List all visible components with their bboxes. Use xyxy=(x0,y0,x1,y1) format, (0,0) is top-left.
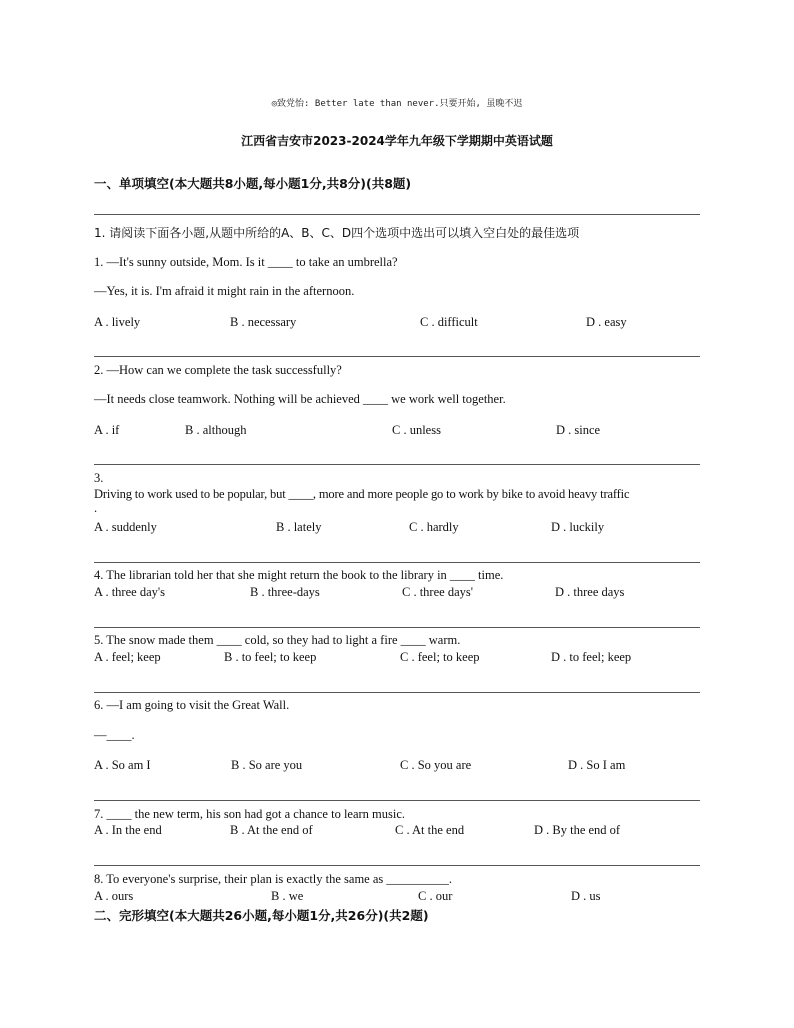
question-1-option-a[interactable]: A . lively xyxy=(94,315,141,329)
question-6-option-a[interactable]: A . So am I xyxy=(94,758,151,772)
question-6-option-d[interactable]: D . So I am xyxy=(568,758,626,772)
question-5-stem: 5. The snow made them ____ cold, so they had to light a fire ____ warm. xyxy=(94,633,461,647)
question-3-number: 3. xyxy=(94,471,104,485)
question-2-stem: 2. —How can we complete the task successfully? xyxy=(94,363,342,377)
question-3-stem-end: . xyxy=(94,501,98,515)
question-5-option-b[interactable]: B . to feel; to keep xyxy=(224,650,317,664)
header-motto: ◎致党怡: Better late than never.只要开始, 虽晚不迟 xyxy=(271,99,523,109)
question-8-option-d[interactable]: D . us xyxy=(571,889,601,903)
divider xyxy=(94,692,700,693)
question-6-option-c[interactable]: C . So you are xyxy=(400,758,472,772)
question-4-option-a[interactable]: A . three day's xyxy=(94,585,165,599)
question-3-option-d[interactable]: D . luckily xyxy=(551,520,605,534)
question-2-option-a[interactable]: A . if xyxy=(94,423,120,437)
question-7-option-d[interactable]: D . By the end of xyxy=(534,823,621,837)
question-1-option-b[interactable]: B . necessary xyxy=(230,315,297,329)
question-8-option-a[interactable]: A . ours xyxy=(94,889,134,903)
question-6-stem: 6. —I am going to visit the Great Wall. xyxy=(94,698,290,712)
question-6-reply: —____. xyxy=(94,728,135,742)
question-4-option-c[interactable]: C . three days' xyxy=(402,585,473,599)
question-8-option-b[interactable]: B . we xyxy=(271,889,304,903)
question-5-option-d[interactable]: D . to feel; keep xyxy=(551,650,632,664)
question-8-stem: 8. To everyone's surprise, their plan is exactly the same as __________. xyxy=(94,872,453,886)
question-1-option-c[interactable]: C . difficult xyxy=(420,315,478,329)
question-7-option-b[interactable]: B . At the end of xyxy=(230,823,313,837)
question-1-stem: 1. —It's sunny outside, Mom. Is it ____ to take an umbrella? xyxy=(94,255,398,269)
question-1-option-d[interactable]: D . easy xyxy=(586,315,627,329)
divider xyxy=(94,865,700,866)
question-2-option-b[interactable]: B . although xyxy=(185,423,247,437)
question-7-option-a[interactable]: A . In the end xyxy=(94,823,162,837)
divider xyxy=(94,562,700,563)
question-7-stem: 7. ____ the new term, his son had got a chance to learn music. xyxy=(94,807,406,821)
question-4-option-d[interactable]: D . three days xyxy=(555,585,625,599)
divider xyxy=(94,356,700,357)
divider xyxy=(94,627,700,628)
divider xyxy=(94,464,700,465)
question-2-option-d[interactable]: D . since xyxy=(556,423,601,437)
question-2-option-c[interactable]: C . unless xyxy=(392,423,441,437)
question-3-option-b[interactable]: B . lately xyxy=(276,520,322,534)
question-3-option-a[interactable]: A . suddenly xyxy=(94,520,157,534)
section-2-title: 二、完形填空(本大题共26小题,每小题1分,共26分)(共2题) xyxy=(94,908,429,923)
section-1-title: 一、单项填空(本大题共8小题,每小题1分,共8分)(共8题) xyxy=(94,176,412,191)
question-3-option-c[interactable]: C . hardly xyxy=(409,520,459,534)
question-3-stem: Driving to work used to be popular, but ____, more and more people go to work by bike to avoid heavy traffic xyxy=(94,487,630,501)
question-4-stem: 4. The librarian told her that she might return the book to the library in ____ time. xyxy=(94,568,504,582)
question-5-option-a[interactable]: A . feel; keep xyxy=(94,650,161,664)
divider xyxy=(94,800,700,801)
question-2-reply: —It needs close teamwork. Nothing will be achieved ____ we work well together. xyxy=(94,392,506,406)
question-1-reply: —Yes, it is. I'm afraid it might rain in the afternoon. xyxy=(94,284,355,298)
question-5-option-c[interactable]: C . feel; to keep xyxy=(400,650,480,664)
section-1-instruction: 1. 请阅读下面各小题,从题中所给的A、B、C、D四个选项中选出可以填入空白处的最佳选项 xyxy=(94,226,580,240)
question-8-option-c[interactable]: C . our xyxy=(418,889,453,903)
question-7-option-c[interactable]: C . At the end xyxy=(395,823,465,837)
document-title: 江西省吉安市2023-2024学年九年级下学期期中英语试题 xyxy=(241,134,553,148)
divider xyxy=(94,214,700,215)
question-6-option-b[interactable]: B . So are you xyxy=(231,758,303,772)
question-4-option-b[interactable]: B . three-days xyxy=(250,585,320,599)
